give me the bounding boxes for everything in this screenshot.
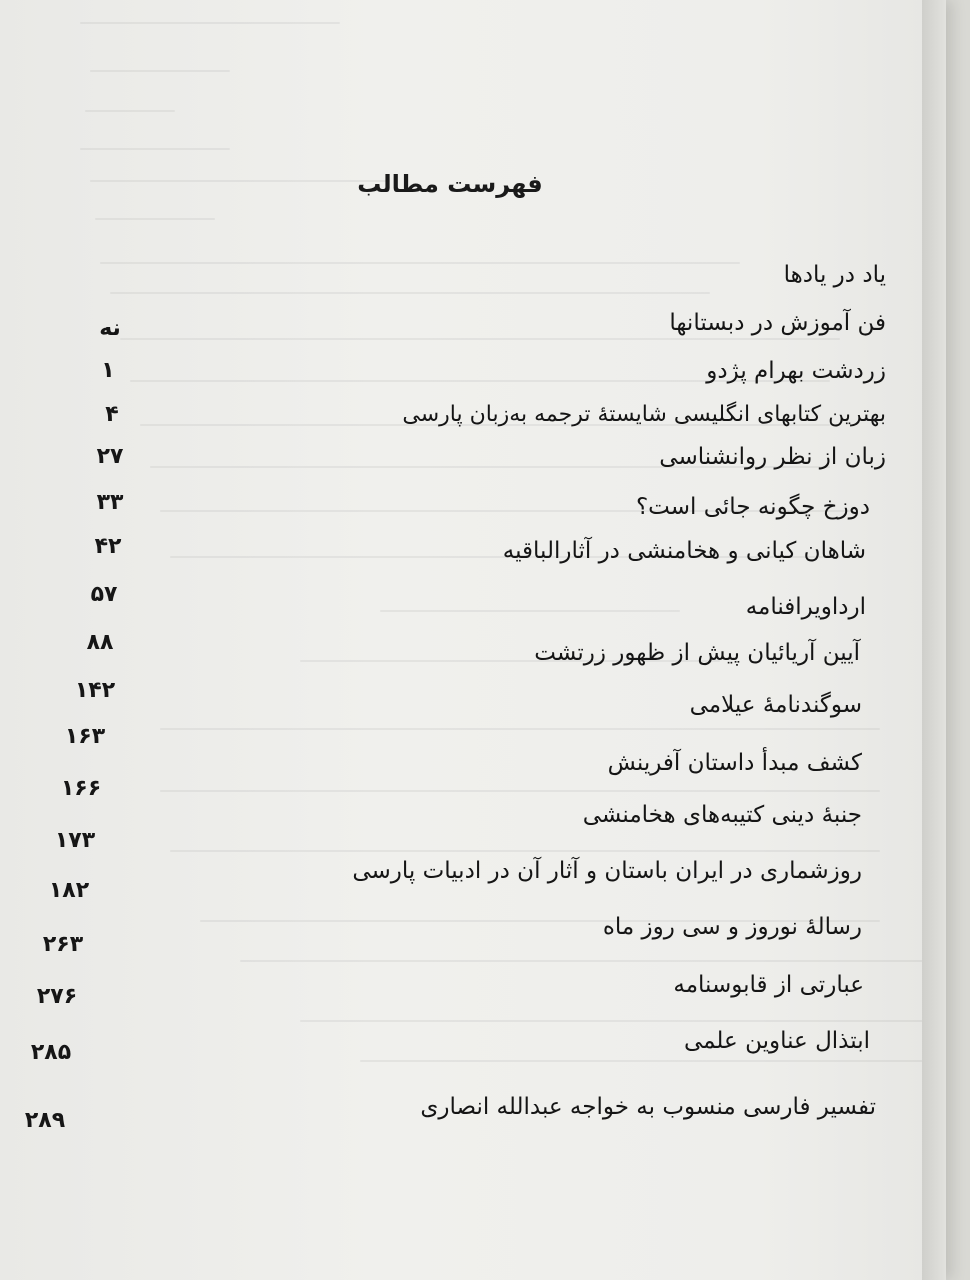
toc-entry-page: ۲۷۶: [36, 984, 78, 1009]
toc-entry-title: جنبهٔ دینی کتیبه‌های هخامنشی: [582, 802, 862, 828]
toc-entry: [0, 776, 946, 848]
toc-entry-title: یاد در یادها: [783, 262, 886, 288]
toc-entry-title: فن آموزش در دبستانها: [669, 310, 886, 336]
toc-entry: [0, 1108, 946, 1158]
toc-entry-title: شاهان کیانی و هخامنشی در آثارالباقیه: [502, 538, 866, 564]
toc-entry-title: زردشت بهرام پژدو: [706, 358, 886, 384]
toc-entry-page: ۱۷۳: [54, 828, 96, 853]
toc-entry-title: ابتذال عناوین علمی: [683, 1028, 870, 1054]
toc-entry: [0, 490, 946, 540]
toc-entry-page: ۲۸۹: [24, 1108, 66, 1133]
toc-entry: [0, 306, 946, 356]
toc-entry: [0, 724, 946, 796]
toc-entry-title: عبارتی از قابوسنامه: [673, 972, 864, 998]
toc-entry-title: ارداویرافنامه: [745, 594, 866, 620]
toc-entry-page: ۸۸: [86, 630, 114, 655]
toc-entry-title-text: بهترین کتابهای انگلیسی شایستهٔ ترجمه به‌زبان پارسی: [402, 402, 886, 427]
toc-entry-page: ۳۳: [96, 490, 124, 515]
toc-entry-page: ۲۷: [96, 444, 124, 469]
toc-entry-page: ۱۶۳: [64, 724, 106, 749]
page-title: فهرست مطالب: [357, 170, 543, 198]
toc-entry-title: روزشماری در ایران باستان و آثار آن در ادبیات پارسی: [352, 858, 862, 884]
toc-entry-page: ۴۲: [94, 534, 122, 559]
toc-entry-page: ۱۴۲: [74, 678, 116, 703]
toc-entry: [0, 678, 946, 738]
toc-entry-title: دوزخ چگونه جائی است؟: [635, 494, 870, 520]
toc-entry-title: سوگندنامهٔ عیلامی: [689, 692, 862, 718]
toc-entry-page: ۲۶۳: [42, 932, 84, 957]
toc-entry-title: آیین آریائیان پیش از ظهور زرتشت: [534, 640, 860, 666]
toc-entry: [0, 440, 946, 490]
toc-entry: [0, 534, 946, 584]
toc-entry-page: نه: [99, 316, 121, 341]
toc-entry-page: ۲۸۵: [30, 1040, 72, 1065]
toc-entry: [0, 582, 946, 640]
toc-entry-title: کشف مبدأ داستان آفرینش: [607, 750, 862, 776]
toc-entry-title: زبان از نظر روانشناسی: [659, 444, 886, 470]
toc-entry: [0, 258, 946, 308]
toc-entry: [0, 828, 946, 904]
toc-entry-title: رسالهٔ نوروز و سی روز ماه: [602, 914, 862, 940]
page-edge: [922, 0, 946, 1280]
toc-entry-title: تفسیر فارسی منسوب به خواجه عبدالله انصاری: [420, 1094, 876, 1120]
toc-entry: [0, 878, 946, 960]
toc-entry-page: ۴: [105, 402, 119, 427]
toc-entry-page: ۱۶۶: [60, 776, 102, 801]
toc-entry-page: ۵۷: [90, 582, 118, 607]
toc-entry: [0, 630, 946, 686]
toc-entry: [0, 354, 946, 404]
toc-entry-page: ۱: [101, 358, 115, 383]
toc-entry-page: ۱۸۲: [48, 878, 90, 903]
toc-entry-title: [402, 398, 886, 432]
toc-entry: [0, 932, 946, 1018]
